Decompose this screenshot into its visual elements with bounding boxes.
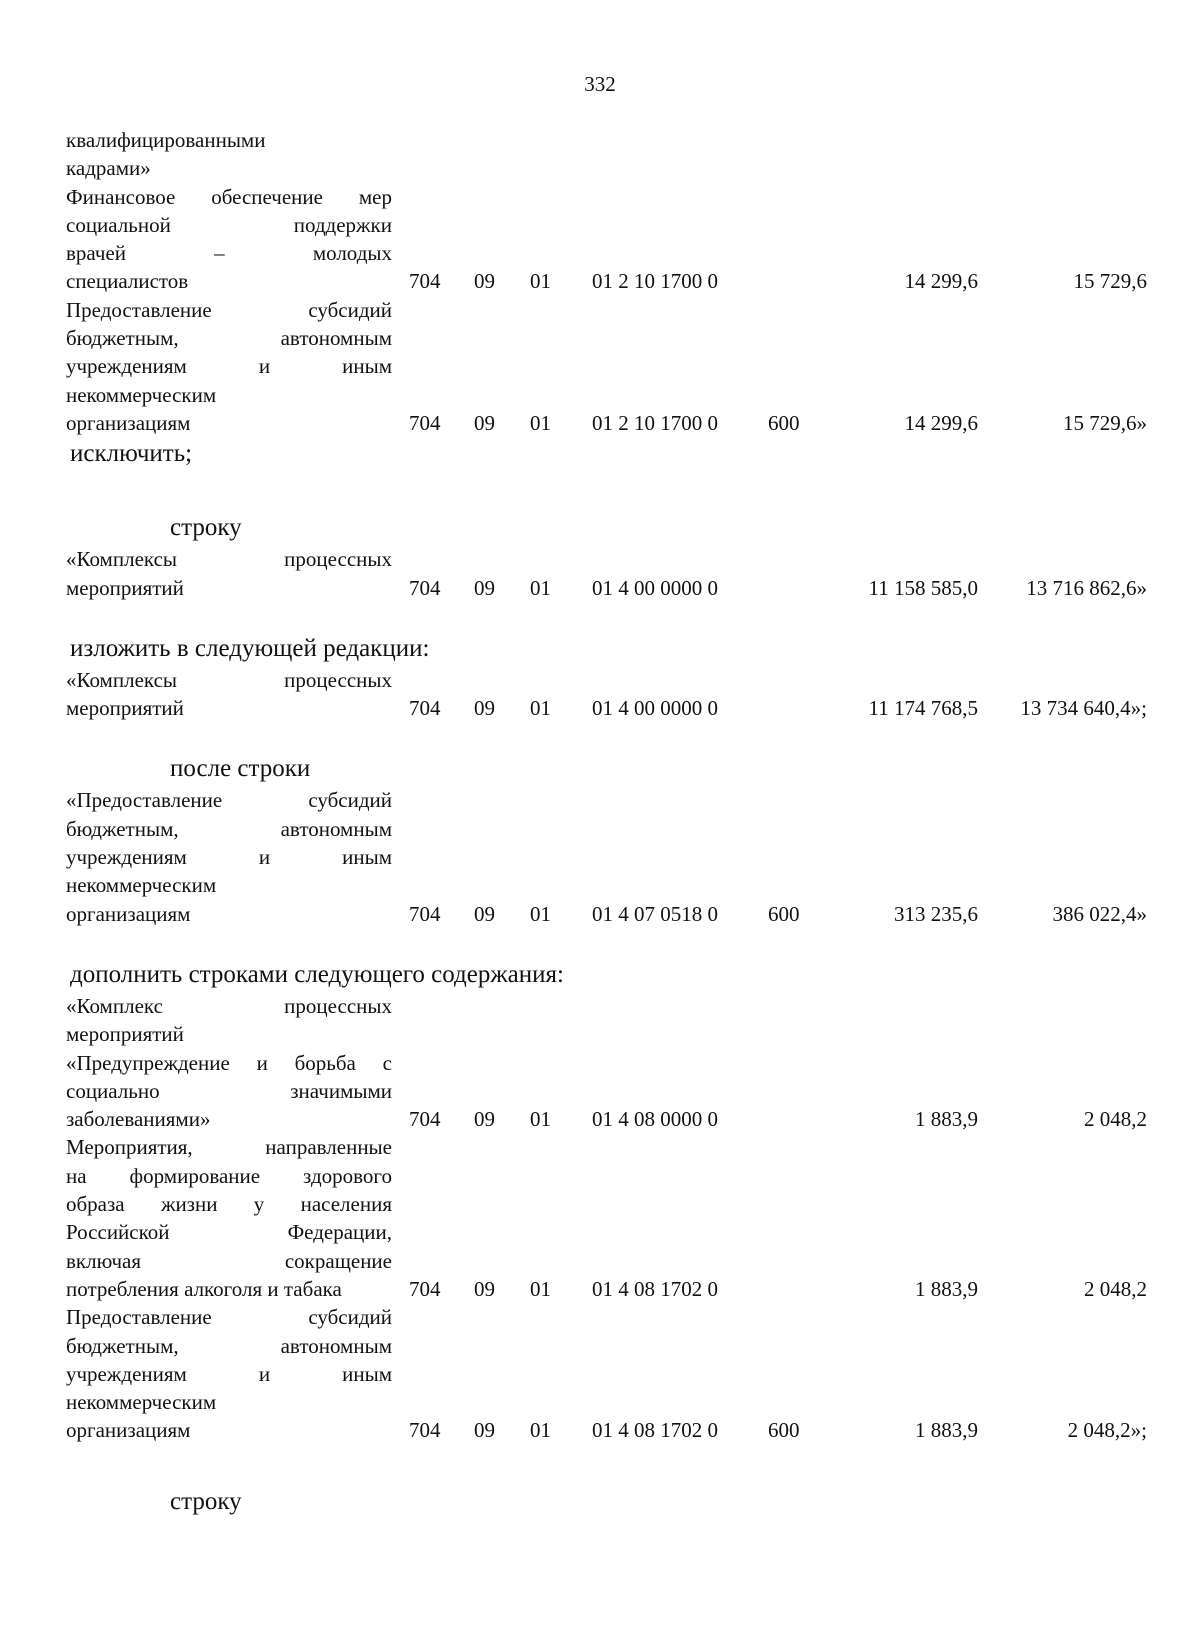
section-code: 09: [474, 1418, 495, 1443]
instruction-edit: изложить в следующей редакции:: [70, 634, 430, 662]
row-name-line: Финансовое обеспечение мер: [66, 184, 392, 209]
row-name: [66, 666, 392, 723]
amount-year-1: 1 883,9: [915, 1276, 978, 1301]
amount-year-1: 1 883,9: [915, 1418, 978, 1443]
subsection-code: 01: [530, 1418, 551, 1443]
row-name-line: мероприятий: [66, 696, 184, 721]
target-article-code: 01 4 07 0518 0: [592, 901, 718, 926]
row-name-line: «Комплексы процессных: [66, 667, 392, 692]
section-code: 09: [474, 575, 495, 600]
department-code: 704: [409, 696, 441, 721]
row-name-line: бюджетным, автономным: [66, 816, 392, 841]
row-name-line: «Предупреждение и борьба с: [66, 1050, 392, 1075]
subsection-code: 01: [530, 1107, 551, 1132]
amount-year-1: 11 158 585,0: [868, 575, 978, 600]
amount-year-2: 13 716 862,6»: [1026, 575, 1147, 600]
target-article-code: 01 4 08 1702 0: [592, 1418, 718, 1443]
budget-block-3: [0, 666, 1200, 723]
department-code: 704: [409, 1276, 441, 1301]
amount-year-1: 313 235,6: [894, 901, 978, 926]
subsection-code: 01: [530, 901, 551, 926]
row-name-line: учреждениям и иным: [66, 845, 392, 870]
section-code: 09: [474, 1276, 495, 1301]
amount-year-2: 15 729,6: [1073, 269, 1147, 294]
row-name: [66, 992, 392, 1133]
target-article-code: 01 4 00 0000 0: [592, 575, 718, 600]
instruction-line: строку: [170, 514, 242, 542]
amount-year-1: 14 299,6: [904, 269, 978, 294]
row-name-line: включая сокращение: [66, 1248, 392, 1273]
budget-row: [0, 992, 1200, 1133]
row-name: [66, 1133, 392, 1303]
row-name-line: учреждениям и иным: [66, 1361, 392, 1386]
row-name-line: организациям: [66, 1418, 191, 1443]
amount-year-1: 11 174 768,5: [868, 696, 978, 721]
amount-year-2: 386 022,4»: [1052, 901, 1147, 926]
budget-row: [0, 545, 1200, 602]
subsection-code: 01: [530, 575, 551, 600]
department-code: 704: [409, 1418, 441, 1443]
row-name-line: Российской Федерации,: [66, 1220, 392, 1245]
target-article-code: 01 4 08 1702 0: [592, 1276, 718, 1301]
section-code: 09: [474, 901, 495, 926]
department-code: 704: [409, 901, 441, 926]
department-code: 704: [409, 269, 441, 294]
row-name-line: учреждениям и иным: [66, 354, 392, 379]
subsection-code: 01: [530, 410, 551, 435]
budget-row: [0, 296, 1200, 437]
instruction-add: дополнить строками следующего содержания:: [70, 960, 564, 988]
section-code: 09: [474, 696, 495, 721]
target-article-code: 01 4 08 0000 0: [592, 1107, 718, 1132]
row-name-line: «Комплексы процессных: [66, 547, 392, 572]
amount-year-2: 13 734 640,4»;: [1020, 696, 1147, 721]
amount-year-1: 14 299,6: [904, 410, 978, 435]
subsection-code: 01: [530, 1276, 551, 1301]
row-name-line: на формирование здорового: [66, 1163, 392, 1188]
section-code: 09: [474, 410, 495, 435]
row-name-line: некоммерческим: [66, 1390, 217, 1415]
row-name-line: некоммерческим: [66, 382, 217, 407]
department-code: 704: [409, 410, 441, 435]
row-name: [66, 1303, 392, 1444]
subsection-code: 01: [530, 269, 551, 294]
row-name-line: бюджетным, автономным: [66, 1333, 392, 1358]
section-code: 09: [474, 269, 495, 294]
row-name-line: «Предоставление субсидий: [66, 788, 392, 813]
row-name-line: мероприятий: [66, 575, 184, 600]
row-name-line: врачей – молодых: [66, 241, 392, 266]
budget-row: [0, 183, 1200, 296]
expense-type-code: 600: [768, 1418, 800, 1443]
expense-type-code: 600: [768, 901, 800, 926]
budget-row: [0, 786, 1200, 927]
row-name-line: организациям: [66, 410, 191, 435]
amount-year-2: 2 048,2»;: [1067, 1418, 1147, 1443]
row-name-line: Предоставление субсидий: [66, 1305, 392, 1330]
row-name: [66, 786, 392, 927]
row-name-line: заболеваниями»: [66, 1107, 211, 1132]
instruction-after-line: после строки: [170, 755, 311, 783]
amount-year-1: 1 883,9: [915, 1107, 978, 1132]
row-name-line: социально значимыми: [66, 1078, 392, 1103]
budget-block-2: [0, 545, 1200, 602]
row-name-line: социальной поддержки: [66, 212, 392, 237]
target-article-code: 01 2 10 1700 0: [592, 410, 718, 435]
row-name-line: Предоставление субсидий: [66, 297, 392, 322]
row-name: [66, 183, 392, 296]
page-number: 332: [584, 72, 616, 96]
row-name-line: Мероприятия, направленные: [66, 1135, 392, 1160]
row-name-line: организациям: [66, 901, 191, 926]
row-name-line: специалистов: [66, 269, 189, 294]
target-article-code: 01 4 00 0000 0: [592, 696, 718, 721]
document-body: [0, 126, 1200, 1519]
budget-row: [0, 1303, 1200, 1444]
instruction-line-2: строку: [170, 1487, 242, 1515]
row-name-line: мероприятий: [66, 1022, 184, 1047]
amount-year-2: 2 048,2: [1084, 1276, 1147, 1301]
department-code: 704: [409, 575, 441, 600]
instruction-exclude: исключить;: [70, 440, 193, 468]
budget-block-5: [0, 992, 1200, 1445]
row-name-line: некоммерческим: [66, 873, 217, 898]
budget-block-4: [0, 786, 1200, 927]
amount-year-2: 15 729,6»: [1063, 410, 1147, 435]
row-name-line: квалифицированными: [66, 128, 266, 152]
department-code: 704: [409, 1107, 441, 1132]
target-article-code: 01 2 10 1700 0: [592, 269, 718, 294]
row-name-line: бюджетным, автономным: [66, 326, 392, 351]
row-name: [66, 126, 392, 183]
row-name-line: потребления алкоголя и табака: [66, 1276, 342, 1301]
expense-type-code: 600: [768, 410, 800, 435]
budget-row: [0, 666, 1200, 723]
row-name-line: кадрами»: [66, 156, 151, 181]
row-name: [66, 296, 392, 437]
section-code: 09: [474, 1107, 495, 1132]
budget-row: [0, 126, 1200, 183]
row-name-line: «Комплекс процессных: [66, 993, 392, 1018]
amount-year-2: 2 048,2: [1084, 1107, 1147, 1132]
row-name: [66, 545, 392, 602]
row-name-line: образа жизни у населения: [66, 1192, 392, 1217]
budget-block-1: [0, 126, 1200, 437]
subsection-code: 01: [530, 696, 551, 721]
budget-row: [0, 1133, 1200, 1303]
